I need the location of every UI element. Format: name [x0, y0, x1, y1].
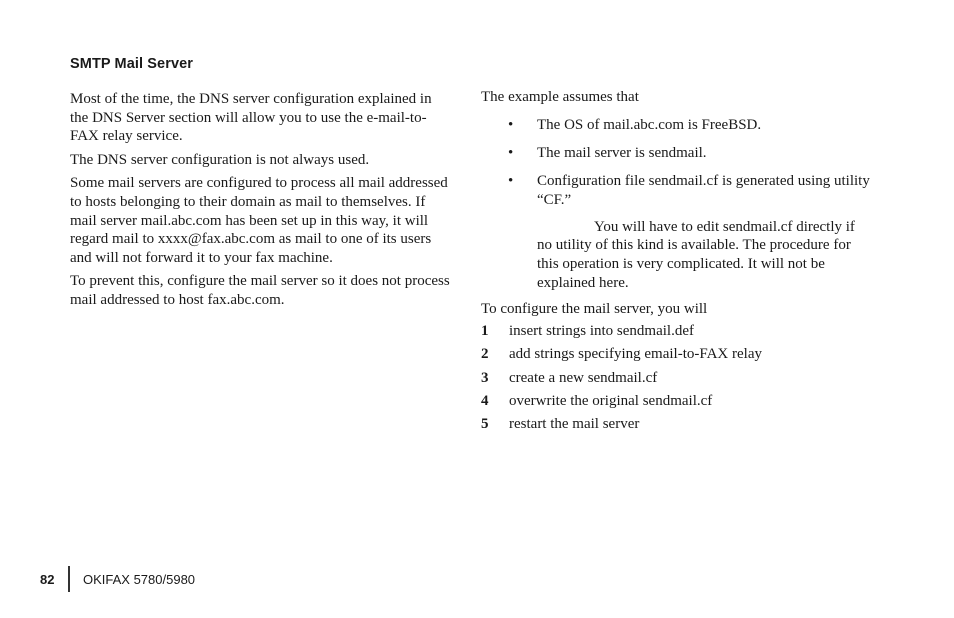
step-item: [481, 345, 881, 368]
bullet-icon: •: [508, 116, 514, 133]
step-number: 2: [481, 346, 489, 363]
bullet-icon: •: [508, 172, 514, 189]
step-list: [481, 322, 881, 439]
list-item: [481, 116, 881, 135]
note-paragraph: [481, 218, 872, 292]
product-name: OKIFAX 5780/5980: [83, 571, 196, 587]
step-text: insert strings into sendmail.def: [509, 322, 694, 339]
step-number: 3: [481, 369, 489, 386]
list-item-text: The OS of mail.abc.com is FreeBSD.: [537, 116, 762, 133]
step-number: 1: [481, 322, 489, 339]
paragraph: Some mail servers are configured to process all mail addressed to hosts belonging to their domain as mail to themselves. If mail server mail.abc.com has been set up in this way, it will regard mail to xxxx@fax.abc.com as mail to one of its users and will not forward it to your fax machine.: [70, 175, 448, 266]
step-text: add strings specifying email-to-FAX relay: [509, 346, 762, 363]
list-item-text: The mail server is sendmail.: [537, 144, 707, 161]
step-item: [481, 369, 881, 392]
list-item-text: Configuration file sendmail.cf is generated using utility “CF.”: [537, 172, 870, 208]
example-intro: The example assumes that: [481, 89, 639, 105]
step-text: create a new sendmail.cf: [509, 369, 658, 386]
list-item: [481, 144, 881, 163]
paragraph: The DNS server configuration is not always used.: [70, 151, 370, 168]
list-item: [481, 172, 881, 209]
footer-divider: [68, 566, 70, 592]
left-column: [70, 90, 453, 315]
step-item: [481, 392, 881, 415]
paragraph: To prevent this, configure the mail server so it does not process mail addressed to host fax.abc.com.: [70, 273, 450, 308]
config-intro: To configure the mail server, you will: [481, 301, 708, 318]
assumption-list: [481, 116, 881, 210]
right-column: [481, 88, 881, 439]
bullet-icon: •: [508, 144, 514, 161]
step-item: [481, 322, 881, 345]
page-footer: [40, 566, 195, 592]
step-number: 4: [481, 392, 489, 409]
section-heading: SMTP Mail Server: [70, 56, 194, 72]
paragraph: Most of the time, the DNS server configuration explained in the DNS Server section will allow you to use the e-mail-to-FAX relay service.: [70, 91, 432, 145]
note-text: You will have to edit sendmail.cf directly if no utility of this kind is available. The procedure for this operation is very complicated. It will not be explained here.: [537, 218, 855, 291]
step-number: 5: [481, 416, 489, 433]
step-item: [481, 415, 881, 438]
step-text: overwrite the original sendmail.cf: [509, 392, 713, 409]
step-text: restart the mail server: [509, 416, 640, 433]
page-number: 82: [40, 571, 55, 587]
